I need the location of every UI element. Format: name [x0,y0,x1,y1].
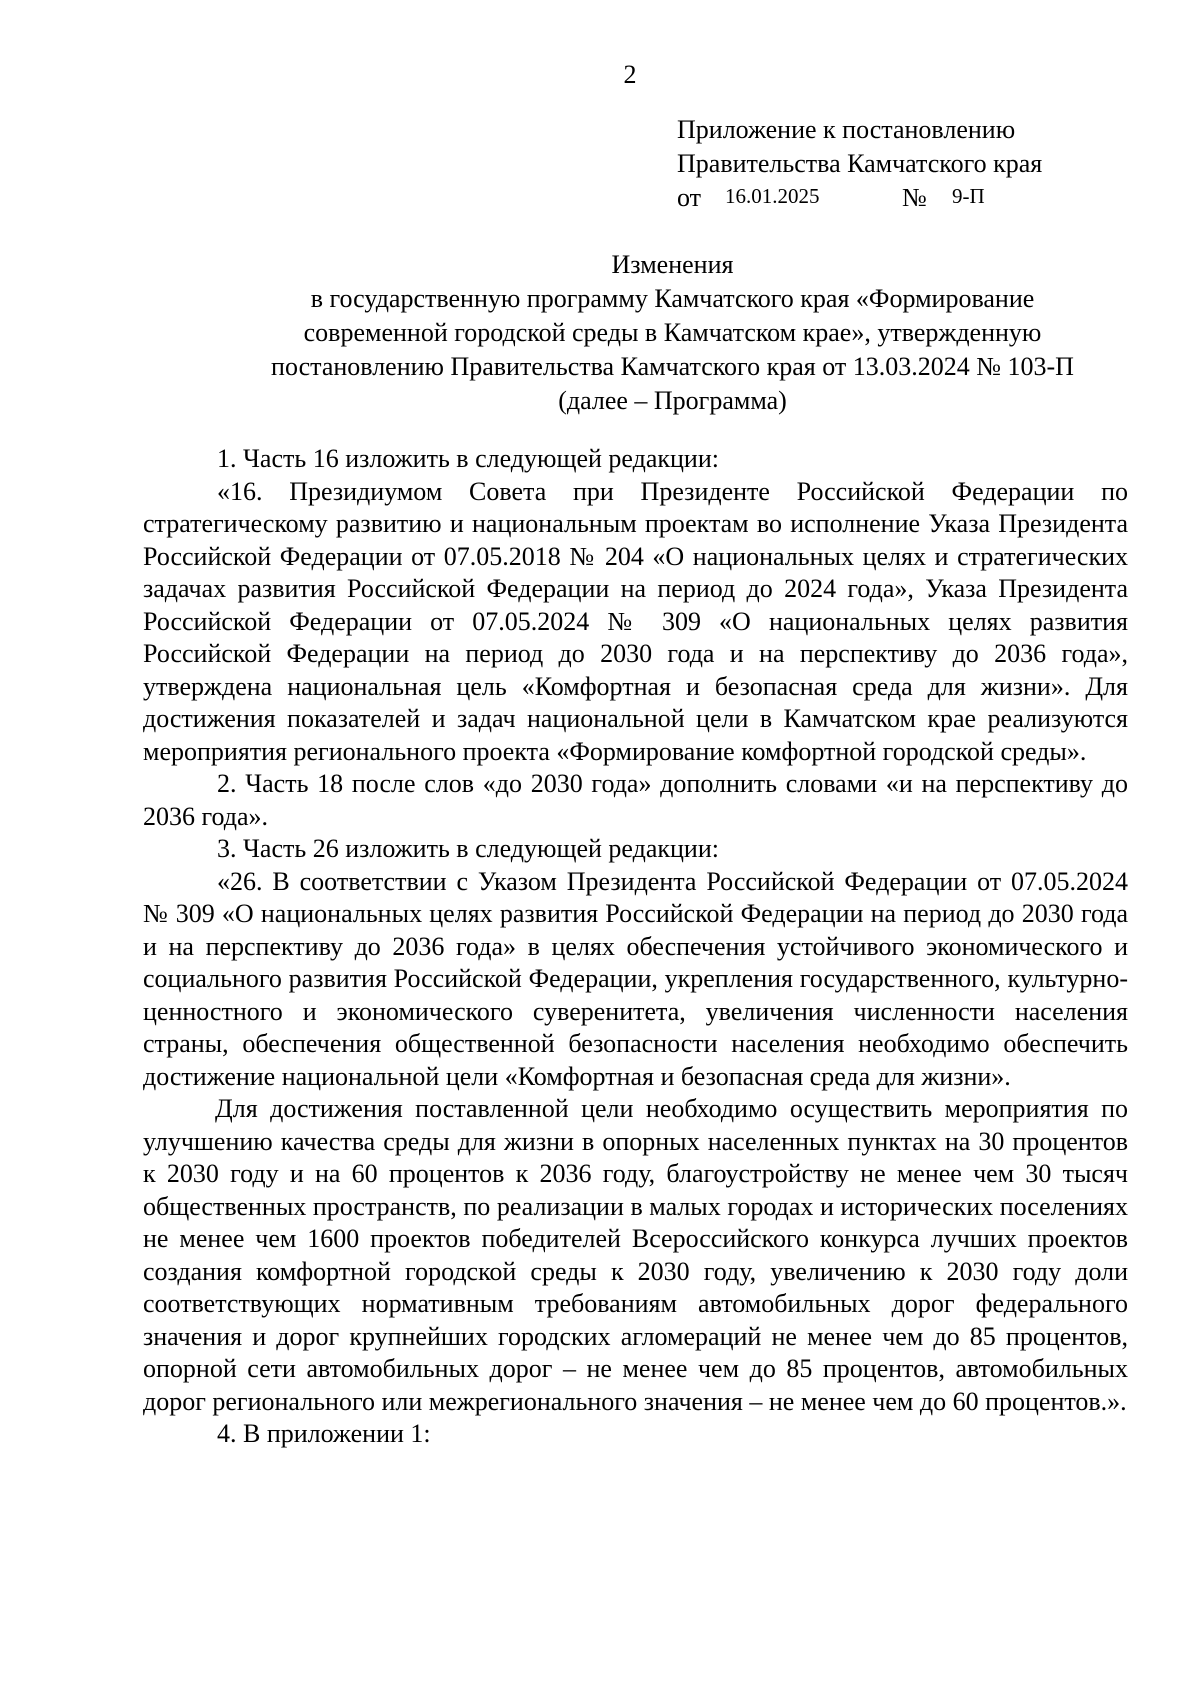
decree-date: 16.01.2025 [725,184,820,208]
document-body [143,443,1128,1451]
number-label: № [902,183,927,212]
decree-number: 9-П [952,184,985,208]
paragraph: 1. Часть 16 изложить в следующей редакции: [217,444,719,473]
title-line-3: современной городской среды в Камчатском крае», утвержденную [303,318,1042,347]
title-line-2: в государственную программу Камчатского края «Формирование [310,284,1035,313]
paragraph: 2. Часть 18 после слов «до 2030 года» дополнить словами «и на перспективу до 2036 года». [143,769,1128,831]
page-number: 2 [623,60,637,89]
document-title [0,248,1200,418]
appendix-line-2: Правительства Камчатского края [677,149,1043,178]
paragraph: «26. В соответствии с Указом Президента Российской Федерации от 07.05.2024 № 309 «О национальных целях развития Российской Федерации на период до 2030 года и на перспективу до 2036 года» в целях обеспечения устойчивого экономического и социального развития Российской Федерации, укрепления государственного, культурно-ценностного и экономического суверенитета, увеличения численности населения страны, обеспечения общественной безопасности населения необходимо обеспечить достижение национальной цели «Комфортная и безопасная среда для жизни». [143,866,1128,1091]
appendix-line-1: Приложение к постановлению [677,115,1016,144]
from-label: от [677,183,702,212]
paragraph: Для достижения поставленной цели необходимо осуществить мероприятия по улучшению качества среды для жизни в опорных населенных пунктах на 30 процентов к 2030 году и на 60 процентов к 2036 году, благоустройству не менее чем 30 тысяч общественных пространств, по реализации в малых городах и исторических поселениях не менее чем 1600 проектов победителей Всероссийского конкурса лучших проектов создания комфортной городской среды к 2030 году, увеличению к 2030 году доли соответствующих нормативным требованиям автомобильных дорог федерального значения и дорог крупнейших городских агломераций не менее чем до 85 процентов, опорной сети автомобильных дорог – не менее чем до 85 процентов, автомобильных дорог регионального или межрегионального значения – не менее чем до 60 процентов.». [143,1094,1128,1416]
paragraph: «16. Президиумом Совета при Президенте Российской Федерации по стратегическому развитию и национальным проектам во исполнение Указа Президента Российской Федерации от 07.05.2018 № 204 «О национальных целях и стратегических задачах развития Российской Федерации на период до 2024 года», Указа Президента Российской Федерации от 07.05.2024 № 309 «О национальных целях развития Российской Федерации на период до 2030 года и на перспективу до 2036 года», утверждена национальная цель «Комфортная и безопасная среда для жизни». Для достижения показателей и задач национальной цели в Камчатском крае реализуются мероприятия регионального проекта «Формирование комфортной городской среды». [143,476,1128,766]
appendix-header [677,113,1042,215]
appendix-date-number [677,181,1042,215]
paragraph: 3. Часть 26 изложить в следующей редакции: [217,834,719,863]
title-line-4: постановлению Правительства Камчатского края от 13.03.2024 № 103-П [271,352,1074,381]
title-line-1: Изменения [611,250,734,279]
title-line-5: (далее – Программа) [558,386,787,415]
paragraph: 4. В приложении 1: [217,1419,431,1448]
